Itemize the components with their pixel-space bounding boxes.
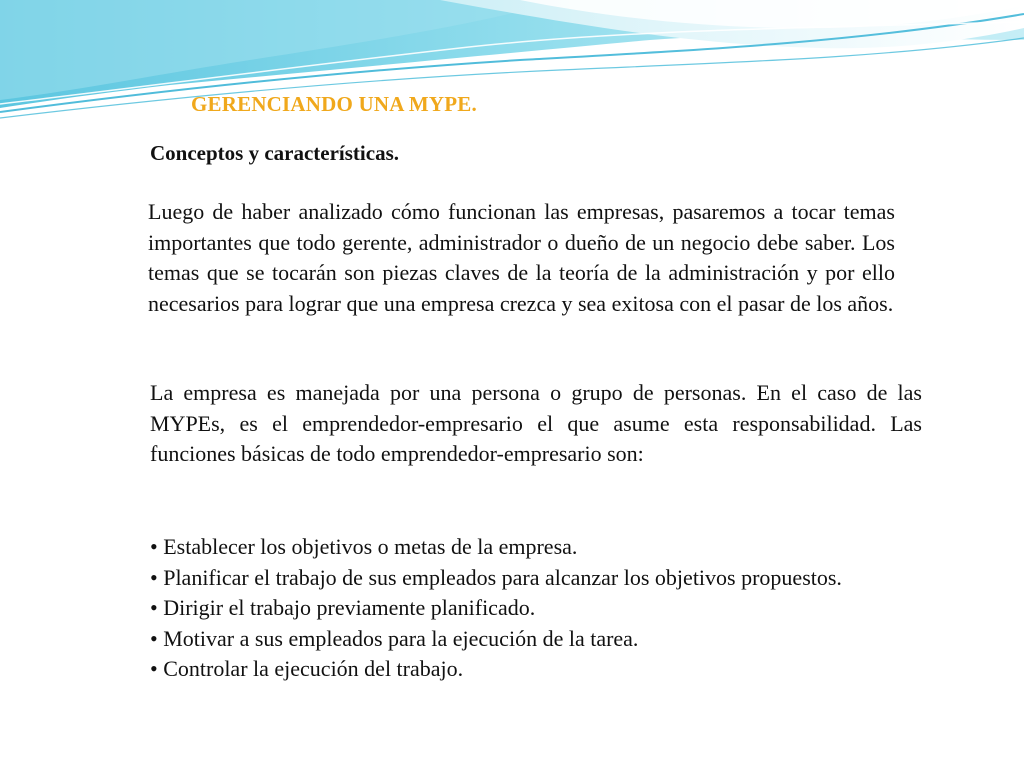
slide-subtitle: Conceptos y características.: [150, 141, 400, 165]
list-item: • Motivar a sus empleados para la ejecución de la tarea.: [150, 625, 639, 651]
intro-paragraph: Luego de haber analizado cómo funcionan las empresas, pasaremos a tocar temas importantes que todo gerente, administrador o dueño de un negocio debe saber. Los temas que se tocarán son piezas claves de la teoría de la administración y por ello necesarios para lograr que una empresa crezca y sea exitosa con el pasar de los años.: [148, 199, 895, 316]
list-item: • Controlar la ejecución del trabajo.: [150, 656, 464, 681]
list-item: • Dirigir el trabajo previamente planificado.: [150, 595, 536, 620]
functions-intro-paragraph: La empresa es manejada por una persona o grupo de personas. En el caso de las MYPEs, es el emprendedor-empresario el que asume esta responsabilidad. Las funciones básicas de todo emprendedor-empresario son:: [150, 380, 922, 466]
list-item: • Planificar el trabajo de sus empleados para alcanzar los objetivos propuestos.: [150, 564, 842, 590]
slide-title: GERENCIANDO UNA MYPE.: [191, 92, 477, 116]
header-wave-decoration: [0, 0, 1024, 130]
list-item: • Establecer los objetivos o metas de la empresa.: [150, 534, 578, 559]
functions-list: [150, 532, 922, 685]
